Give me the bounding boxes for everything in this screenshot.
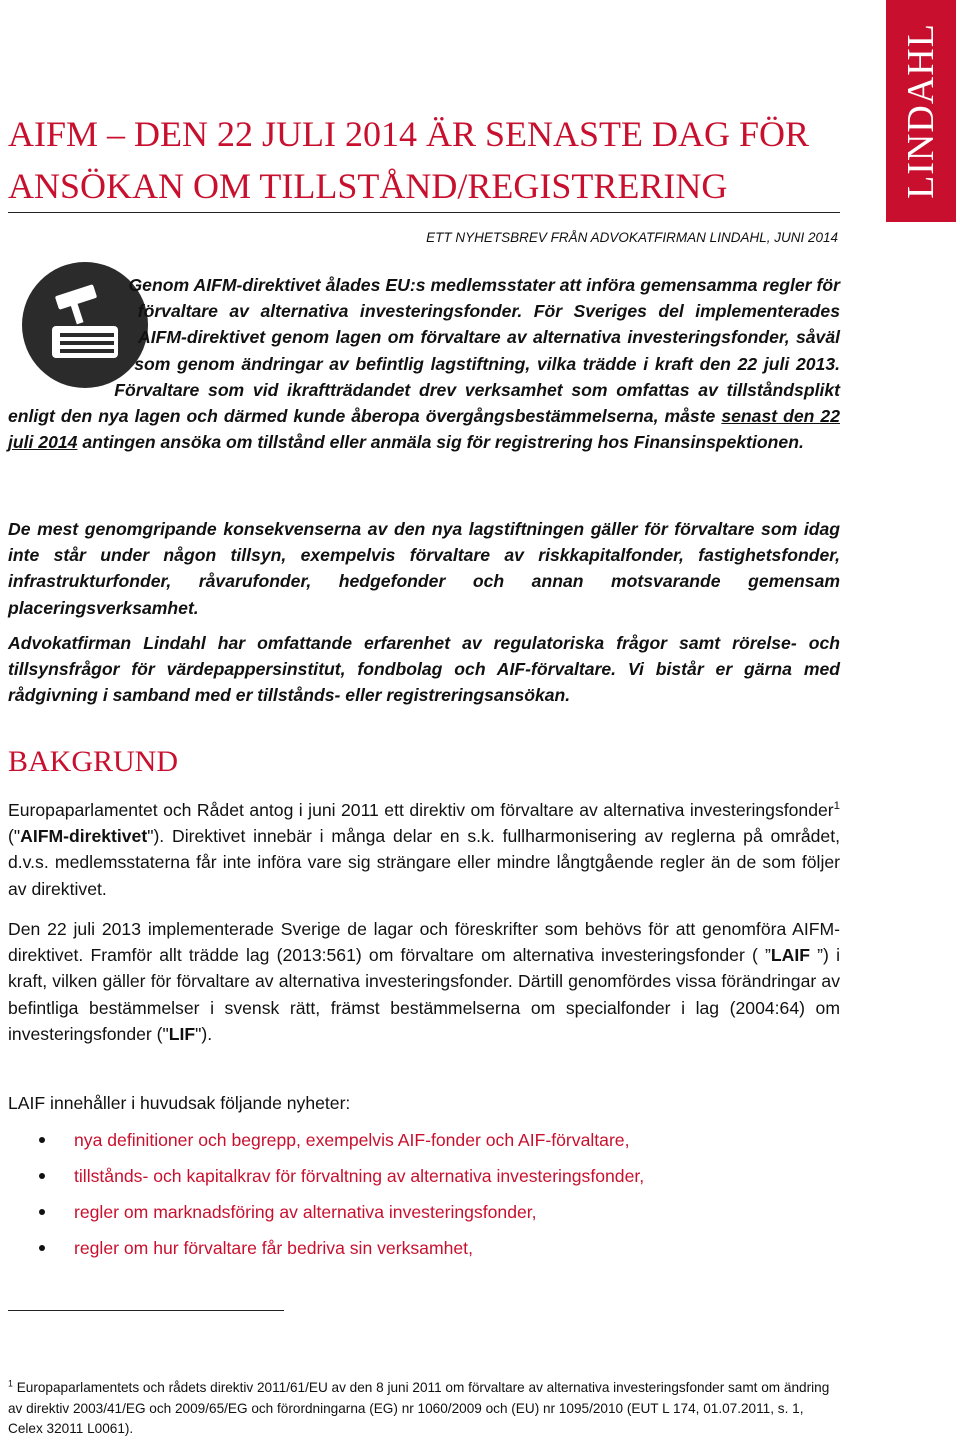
footnote (8, 1378, 840, 1440)
intro-paragraph (8, 272, 840, 455)
lif-term: LIF (168, 1023, 196, 1044)
bakgrund-1-text-3: "). Direktivet innebär i många delar en s.k. fullharmonisering av reglerna på området, d.v.s. medlemsstaterna får inte införa vare sig strängare eller mindre långtgående regler än de som följer av direktivet. (8, 826, 840, 899)
bullet-icon (39, 1173, 45, 1179)
list-item (8, 1198, 840, 1234)
list-item (8, 1234, 840, 1270)
lindahl-experience-paragraph: Advokatfirman Lindahl har omfattande erfarenhet av regulatoriska frågor samt rörelse- och tillsynsfrågor för värdepappersinstitut, fondbolag och AIF-förvaltare. Vi bistår er gärna med rådgivning i samband med er tillstånds- eller registreringsansökan. (8, 633, 840, 706)
bullet-icon (39, 1245, 45, 1251)
list-item-text: regler om hur förvaltare får bedriva sin verksamhet, (74, 1238, 473, 1258)
logo-text: LINDAHL (900, 23, 943, 199)
page-title: AIFM – DEN 22 JULI 2014 ÄR SENASTE DAG FÖR ANSÖKAN OM TILLSTÅND/REGISTRERING (8, 114, 810, 206)
footnote-reference: 1 (833, 800, 840, 813)
intro-text-end: antingen ansöka om tillstånd eller anmäla sig för registrering hos Finansinspektionen. (77, 432, 804, 453)
lindahl-logo (886, 0, 956, 222)
newsletter-line: ETT NYHETSBREV FRÅN ADVOKATFIRMAN LINDAHL, JUNI 2014 (426, 230, 838, 245)
laif-news-list (8, 1126, 840, 1270)
footnote-divider (8, 1310, 284, 1311)
list-item (8, 1126, 840, 1162)
deadline-text: senast den 22 juli 2014 (8, 406, 840, 453)
bullet-icon (39, 1209, 45, 1215)
intro-text: Genom AIFM-direktivet ålades EU:s medlemsstater att införa gemensamma regler för förvaltare av alternativa investeringsfonder. För Sveriges del implementerades AIFM-direktivet genom lagen om förvaltare av alternativa investeringsfonder, såväl som genom ändringar av befintlig lagstiftning, vilka trädde i kraft den 22 juli 2013. Förvaltare som vid ikraftträdandet drev verksamhet som omfattas av tillståndsplikt enligt den nya lagen och därmed kunde åberopa övergångsbestämmelserna, måste (8, 275, 840, 427)
list-item-text: nya definitioner och begrepp, exempelvis AIF-fonder och AIF-förvaltare, (74, 1130, 630, 1150)
laif-term: LAIF (770, 945, 810, 966)
bakgrund-2-text: Den 22 juli 2013 implementerade Sverige de lagar och föreskrifter som behövs för att genomföra AIFM-direktivet. Framför allt trädde lag (2013:561) om förvaltare om alternativa investeringsfonder ( ” (8, 919, 840, 966)
section-heading-bakgrund: BAKGRUND (8, 745, 179, 778)
footnote-text: Europaparlamentets och rådets direktiv 2011/61/EU av den 8 juni 2011 om förvaltare av alternativa investeringsfonder samt om ändring av direktiv 2003/41/EG och 2009/65/EG och förordningarna (EG) nr 1060/2009 och (EU) nr 1095/2010 (EUT L 174, 01.07.2011, s. 1, Celex 32011 L0061). (8, 1380, 830, 1436)
title-divider (8, 212, 840, 213)
bakgrund-paragraph-2 (8, 916, 840, 1047)
bullet-icon (39, 1137, 45, 1143)
bakgrund-1-text-2: (" (8, 826, 21, 847)
laif-intro: LAIF innehåller i huvudsak följande nyheter: (8, 1093, 351, 1113)
bakgrund-1-text: Europaparlamentet och Rådet antog i juni 2011 ett direktiv om förvaltare av alternativa investeringsfonder (8, 800, 834, 820)
list-item-text: tillstånds- och kapitalkrav för förvaltning av alternativa investeringsfonder, (74, 1166, 645, 1186)
bakgrund-2-text-3: "). (195, 1023, 213, 1044)
list-item (8, 1162, 840, 1198)
bakgrund-paragraph-1 (8, 797, 840, 902)
bakgrund-2-text-2: ”) i kraft, vilken gäller för förvaltare av alternativa investeringsfonder. Därtill genomfördes vissa förändringar av befintliga bestämmelser i svensk rätt, främst bestämmelserna om specialfonder i lag (2004:64) om investeringsfonder (" (8, 945, 840, 1044)
aifm-directive-term: AIFM-direktivet (20, 826, 148, 847)
footnote-number: 1 (8, 1378, 13, 1389)
consequences-paragraph: De mest genomgripande konsekvenserna av den nya lagstiftningen gäller för förvaltare som idag inte står under någon tillsyn, exempelvis förvaltare av riskkapitalfonder, fastighetsfonder, infrastrukturfonder, råvarufonder, hedgefonder och annan motsvarande gemensam placeringsverksamhet. (8, 519, 840, 618)
list-item-text: regler om marknadsföring av alternativa investeringsfonder, (74, 1202, 537, 1222)
